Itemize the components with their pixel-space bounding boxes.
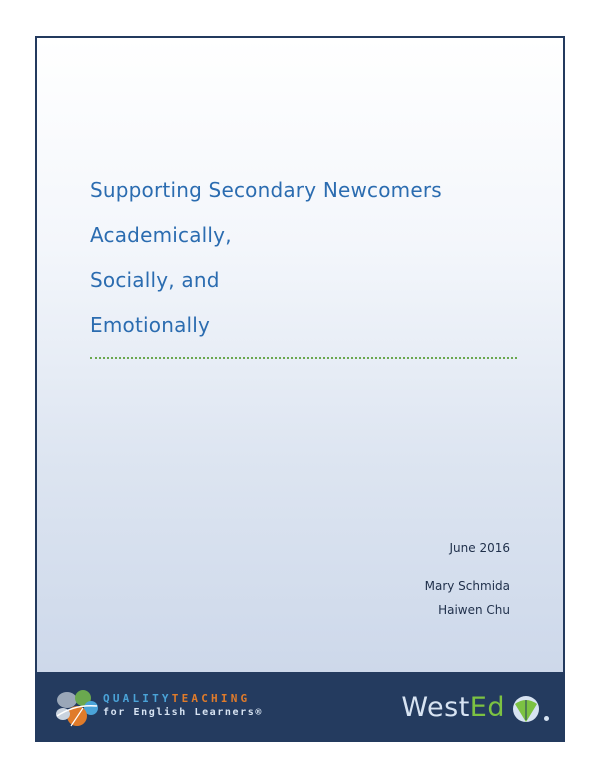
quality-teaching-logo [53, 686, 313, 730]
title-line-4: Emotionally [90, 313, 211, 337]
logo-word-teaching: TEACHING [171, 692, 251, 705]
logo-ed: Ed [469, 692, 505, 723]
wested-logo [329, 688, 549, 728]
title-line-3: Socially, and [90, 268, 220, 292]
title-line-2: Academically, [90, 223, 232, 247]
logo-subtitle: for English Learners® [103, 707, 264, 718]
title-divider [90, 357, 517, 359]
logo-west: West [401, 692, 470, 723]
title-line-1: Supporting Secondary Newcomers [90, 178, 442, 202]
author-1: Mary Schmida [424, 579, 510, 593]
logo-word-quality: QUALITY [103, 692, 172, 705]
footer-band [37, 672, 563, 742]
logo-period-dot [544, 716, 549, 721]
author-2: Haiwen Chu [438, 603, 510, 617]
report-meta [425, 538, 510, 624]
report-title [90, 168, 530, 348]
report-cover [35, 36, 565, 742]
globe-leaf-icon [511, 694, 541, 724]
report-date: June 2016 [449, 541, 510, 555]
quality-teaching-mark-icon [53, 686, 101, 730]
